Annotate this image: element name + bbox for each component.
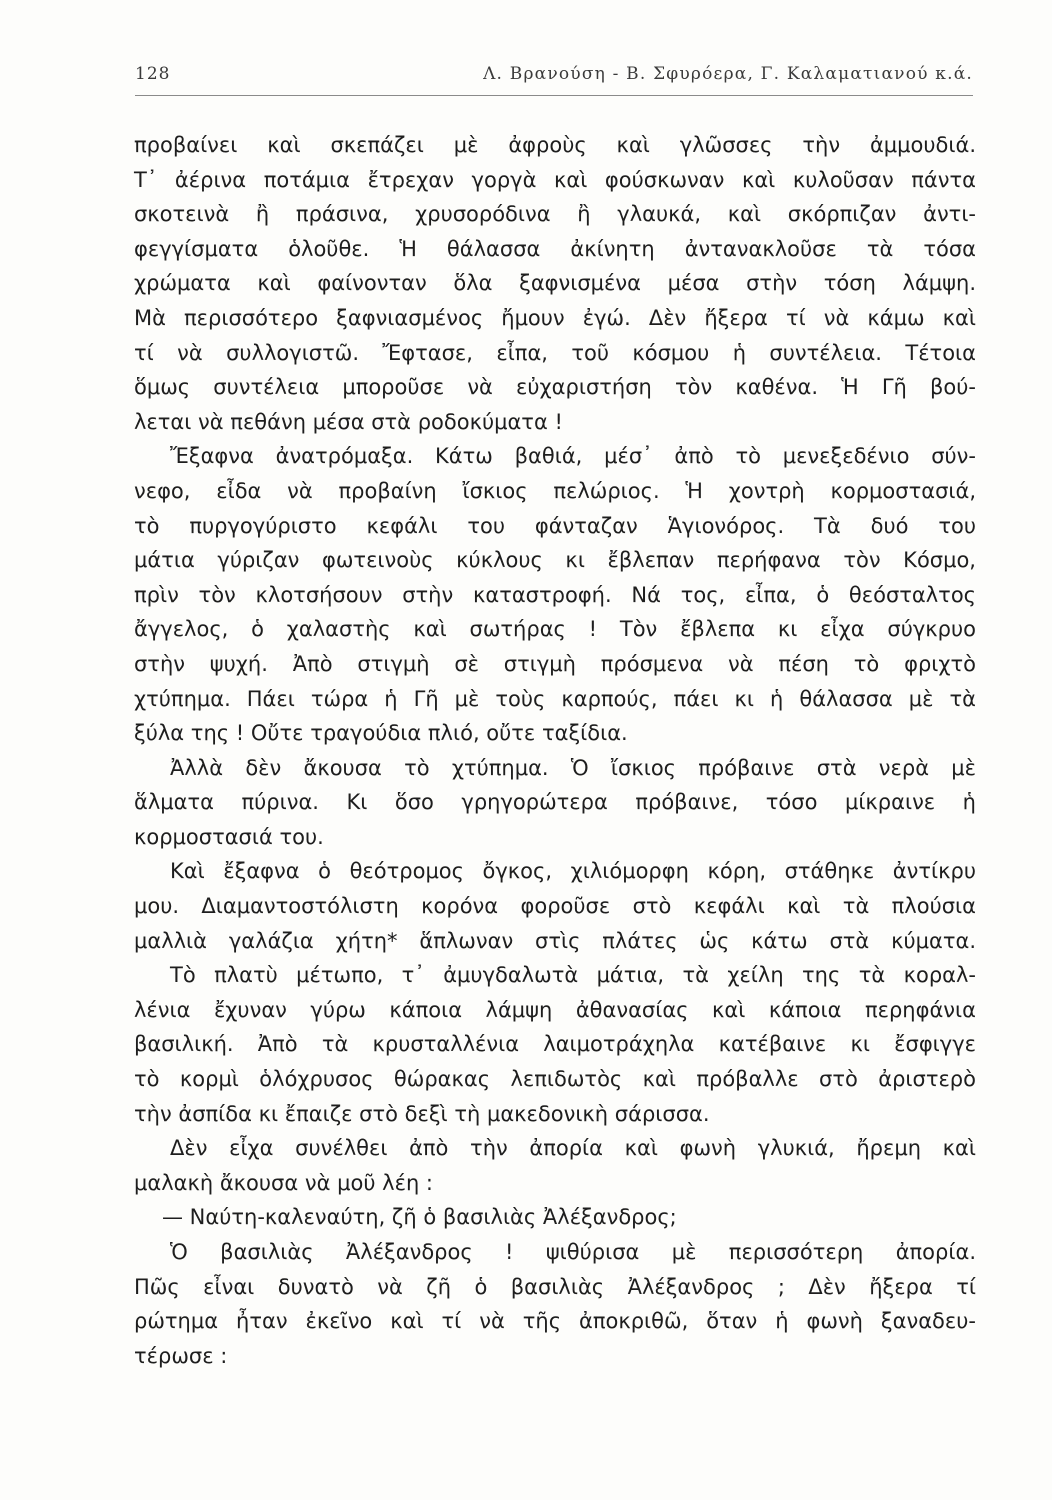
text-line: μάτια γύριζαν φωτεινοὺς κύκλους κι ἔβλεπαν περήφανα τὸν Κόσμο, (134, 548, 976, 573)
header-rule (135, 95, 973, 96)
text-line: φεγγίσματα ὁλοῦθε. Ἡ θάλασσα ἀκίνητη ἀντανακλοῦσε τὰ τόσα (134, 236, 976, 261)
text-line: τέρωσε : (134, 1343, 228, 1368)
text-line: βασιλική. Ἀπὸ τὰ κρυσταλλένια λαιμοτράχηλα κατέβαινε κι ἔσφιγγε (134, 1032, 976, 1057)
text-line: Μὰ περισσότερο ξαφνιασμένος ἤμουν ἐγώ. Δὲν ἤξερα τί νὰ κάμω καὶ (134, 305, 976, 330)
text-line: σκοτεινὰ ἢ πράσινα, χρυσορόδινα ἢ γλαυκά, καὶ σκόρπιζαν ἀντι- (134, 202, 976, 227)
text-line: Τὸ πλατὺ μέτωπο, τ᾽ ἀμυγδαλωτὰ μάτια, τὰ χείλη της τὰ κοραλ- (170, 963, 976, 988)
body-text (134, 128, 976, 1373)
text-line: Ὁ βασιλιὰς Ἀλέξανδρος ! ψιθύρισα μὲ περισσότερη ἀπορία. (170, 1240, 976, 1264)
text-line: — Ναύτη-καλεναύτη, ζῆ ὁ βασιλιὰς Ἀλέξανδρος; (162, 1205, 677, 1230)
text-line: Ἔξαφνα ἀνατρόμαξα. Κάτω βαθιά, μέσ᾽ ἀπὸ τὸ μενεξεδένιο σύν- (170, 444, 976, 469)
text-line: τὴν ἀσπίδα κι ἔπαιζε στὸ δεξὶ τὴ μακεδονικὴ σάρισσα. (134, 1101, 710, 1126)
text-line: Τ᾽ ἀέρινα ποτάμια ἔτρεχαν γοργὰ καὶ φούσκωναν καὶ κυλοῦσαν πάντα (134, 167, 976, 192)
text-line: ἄγγελος, ὁ χαλαστὴς καὶ σωτήρας ! Τὸν ἔβλεπα κι εἶχα σύγκρυο (134, 617, 976, 642)
text-line: τί νὰ συλλογιστῶ. Ἔφτασε, εἶπα, τοῦ κόσμου ἡ συντέλεια. Τέτοια (134, 340, 976, 365)
text-line: τὸ κορμὶ ὁλόχρυσος θώρακας λεπιδωτὸς καὶ πρόβαλλε στὸ ἀριστερὸ (134, 1067, 976, 1092)
text-line: ρώτημα ἦταν ἐκεῖνο καὶ τί νὰ τῆς ἀποκριθῶ, ὅταν ἡ φωνὴ ξαναδευ- (134, 1309, 976, 1334)
text-line: τὸ πυργογύριστο κεφάλι του φάνταζαν Ἁγιονόρος. Τὰ δυό του (134, 513, 976, 538)
text-line: στὴν ψυχή. Ἀπὸ στιγμὴ σὲ στιγμὴ πρόσμενα νὰ πέση τὸ φριχτὸ (134, 651, 976, 676)
page-number: 128 (135, 64, 171, 84)
text-line: Πῶς εἶναι δυνατὸ νὰ ζῆ ὁ βασιλιὰς Ἀλέξανδρος ; Δὲν ἤξερα τί (134, 1274, 976, 1299)
text-line: νεφο, εἶδα νὰ προβαίνη ἴσκιος πελώριος. Ἡ χοντρὴ κορμοστασιά, (134, 478, 976, 503)
text-line: ἅλματα πύρινα. Κι ὅσο γρηγορώτερα πρόβαινε, τόσο μίκραινε ἡ (134, 790, 976, 815)
text-line: χτύπημα. Πάει τώρα ἡ Γῆ μὲ τοὺς καρπούς, πάει κι ἡ θάλασσα μὲ τὰ (134, 686, 976, 711)
running-head (135, 60, 973, 90)
text-line: Ἀλλὰ δὲν ἄκουσα τὸ χτύπημα. Ὁ ἴσκιος πρόβαινε στὰ νερὰ μὲ (170, 755, 976, 780)
text-line: μαλακὴ ἄκουσα νὰ μοῦ λέη : (134, 1170, 434, 1195)
text-line: χρώματα καὶ φαίνονταν ὅλα ξαφνισμένα μέσα στὴν τόση λάμψη. (134, 271, 976, 296)
text-line: Καὶ ἔξαφνα ὁ θεότρομος ὄγκος, χιλιόμορφη κόρη, στάθηκε ἀντίκρυ (170, 859, 976, 884)
text-line: μου. Διαμαντοστόλιστη κορόνα φοροῦσε στὸ κεφάλι καὶ τὰ πλούσια (134, 894, 976, 919)
running-title: Λ. Βρανούση - Β. Σφυρόερα, Γ. Καλαματιανού κ.ά. (483, 64, 973, 84)
text-line: ξύλα της ! Οὔτε τραγούδια πλιό, οὔτε ταξίδια. (134, 721, 628, 746)
text-line: λεται νὰ πεθάνη μέσα στὰ ροδοκύματα ! (134, 409, 563, 434)
text-line: Δὲν εἶχα συνέλθει ἀπὸ τὴν ἀπορία καὶ φωνὴ γλυκιά, ἤρεμη καὶ (170, 1136, 976, 1161)
text-line: προβαίνει καὶ σκεπάζει μὲ ἀφροὺς καὶ γλῶσσες τὴν ἀμμουδιά. (134, 133, 976, 157)
text-line: πρὶν τὸν κλοτσήσουν στὴν καταστροφή. Νά τος, εἶπα, ὁ θεόσταλτος (134, 582, 976, 607)
text-line: κορμοστασιά του. (134, 824, 324, 849)
text-line: ὅμως συντέλεια μποροῦσε νὰ εὐχαριστήση τὸν καθένα. Ἡ Γῆ βού- (134, 375, 976, 400)
text-line: μαλλιὰ γαλάζια χήτη* ἅπλωναν στὶς πλάτες ὡς κάτω στὰ κύματα. (134, 928, 976, 953)
text-line: λένια ἔχυναν γύρω κάποια λάμψη ἀθανασίας καὶ κάποια περηφάνια (134, 997, 976, 1022)
